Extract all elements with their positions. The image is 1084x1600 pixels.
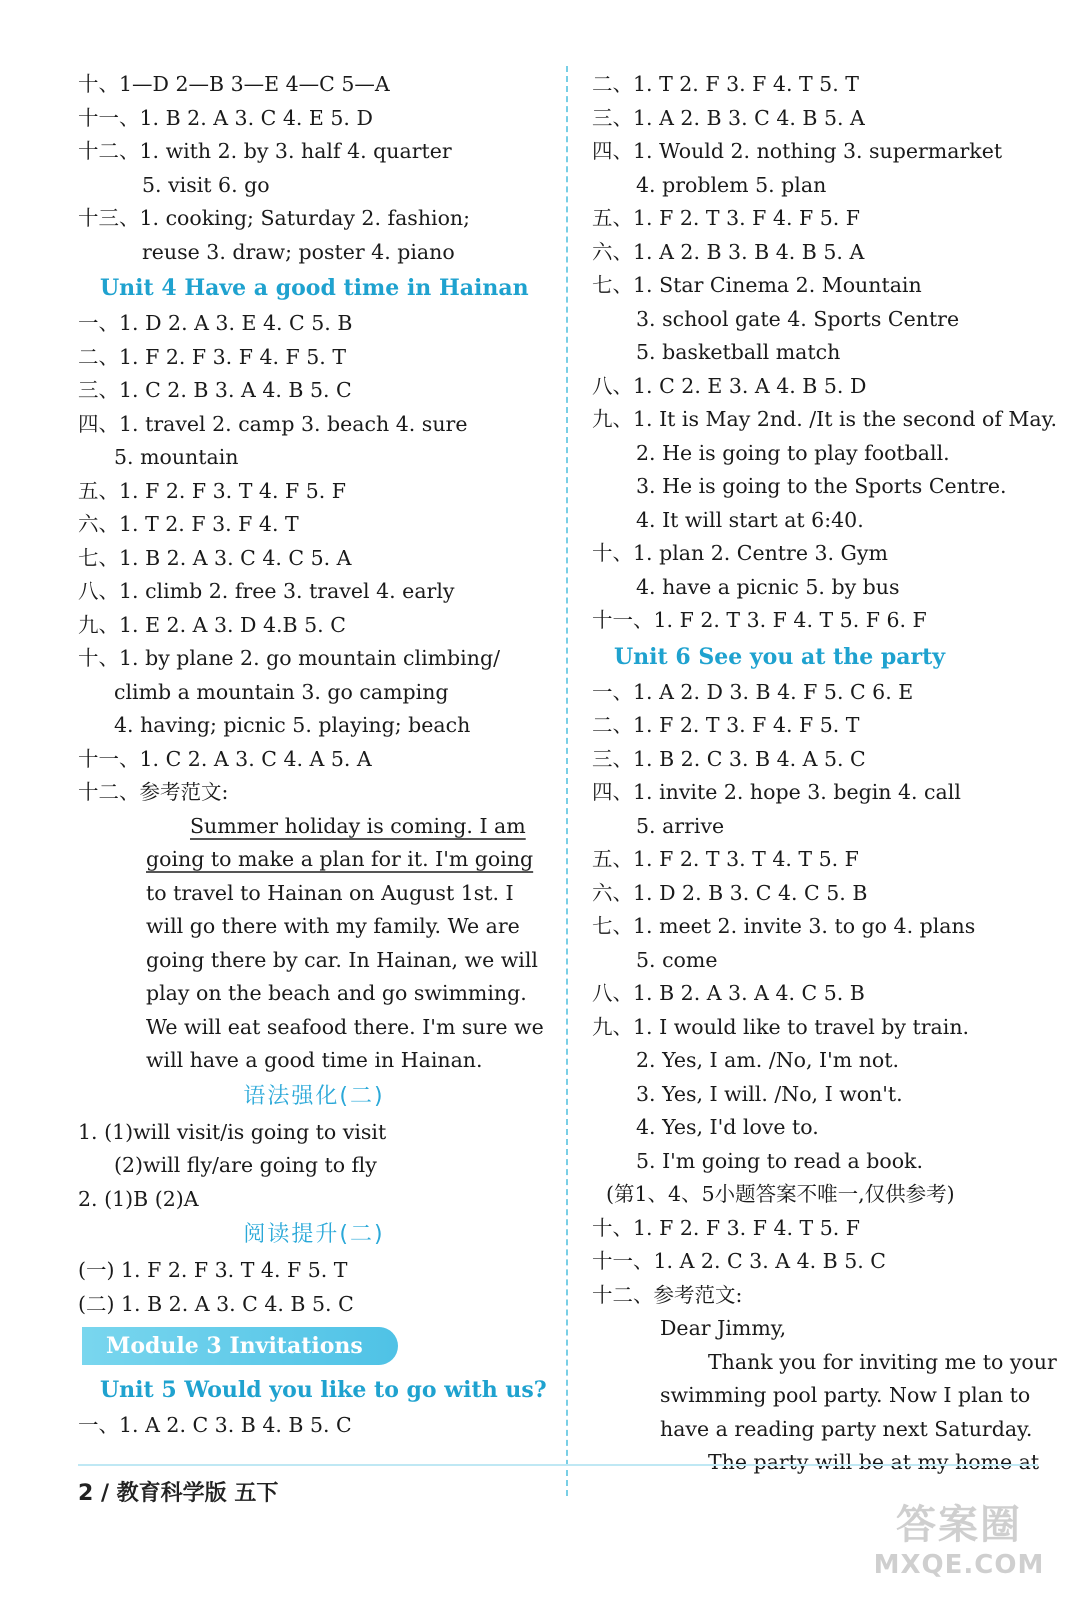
answer-line: 3. Yes, I will. /No, I won't. <box>636 1081 903 1106</box>
answer-line: to travel to Hainan on August 1st. I <box>146 880 514 905</box>
answer-line: 十二、参考范文: <box>78 780 229 804</box>
page-footer: 2 / 教育科学版 五下 <box>78 1481 279 1506</box>
answer-line: will have a good time in Hainan. <box>146 1048 483 1072</box>
watermark <box>864 1493 1054 1580</box>
answer-line: 三、1. C 2. B 3. A 4. B 5. C <box>78 378 352 402</box>
unit-heading: Unit 5 Would you like to go with us? <box>100 1377 547 1403</box>
answer-line: 二、1. F 2. F 3. F 4. F 5. T <box>78 344 347 369</box>
section-heading: 语法强化(二) <box>243 1083 385 1109</box>
answer-line: 4. having; picnic 5. playing; beach <box>114 713 471 737</box>
watermark-url: MXQE.COM <box>873 1550 1045 1580</box>
answer-line: 八、1. C 2. E 3. A 4. B 5. D <box>592 373 867 398</box>
answer-line: 三、1. A 2. B 3. C 4. B 5. A <box>592 105 865 130</box>
answer-line: 5. I'm going to read a book. <box>636 1148 923 1173</box>
answer-line: 六、1. T 2. F 3. F 4. T <box>78 512 299 536</box>
answer-line: 4. problem 5. plan <box>636 172 827 197</box>
answer-line: 十、1. plan 2. Centre 3. Gym <box>592 541 888 565</box>
answer-line: 四、1. Would 2. nothing 3. supermarket <box>592 139 1003 163</box>
answer-line: 二、1. F 2. T 3. F 4. F 5. T <box>592 713 860 737</box>
answer-line: 七、1. B 2. A 3. C 4. C 5. A <box>78 545 352 570</box>
answer-line: 3. He is going to the Sports Centre. <box>636 474 1007 498</box>
answer-line: 一、1. A 2. D 3. B 4. F 5. C 6. E <box>592 679 914 704</box>
answer-line: going to make a plan for it. I'm going <box>146 847 534 871</box>
answer-line: 八、1. B 2. A 3. A 4. C 5. B <box>592 981 865 1005</box>
answer-line: (一) 1. F 2. F 3. T 4. F 5. T <box>78 1258 348 1282</box>
answer-line: Dear Jimmy, <box>660 1316 787 1340</box>
answer-line: 4. It will start at 6:40. <box>636 507 864 532</box>
answer-line: 十、1. F 2. F 3. F 4. T 5. F <box>592 1215 861 1240</box>
answer-line: 六、1. D 2. B 3. C 4. C 5. B <box>592 880 868 905</box>
answer-line: 九、1. It is May 2nd. /It is the second of May. <box>592 407 1058 431</box>
answer-line: 4. Yes, I'd love to. <box>636 1115 819 1139</box>
answer-line: 十、1—D 2—B 3—E 4—C 5—A <box>78 72 390 96</box>
answer-line: 四、1. invite 2. hope 3. begin 4. call <box>592 780 961 804</box>
answer-line: 5. basketball match <box>636 340 841 364</box>
answer-line: (2)will fly/are going to fly <box>114 1153 377 1177</box>
watermark-logo: 答案圈 <box>896 1502 1022 1548</box>
answer-line: 五、1. F 2. F 3. T 4. F 5. F <box>78 478 347 503</box>
answer-line: 1. (1)will visit/is going to visit <box>78 1119 387 1144</box>
answer-line: 十三、1. cooking; Saturday 2. fashion; <box>78 206 471 230</box>
answer-line: 十二、参考范文: <box>592 1282 743 1307</box>
answer-line: 三、1. B 2. C 3. B 4. A 5. C <box>592 746 866 771</box>
answer-line: going there by car. In Hainan, we will <box>146 947 538 972</box>
answer-line: 4. have a picnic 5. by bus <box>636 574 900 599</box>
answer-line: 5. visit 6. go <box>142 172 270 197</box>
answer-line: We will eat seafood there. I'm sure we <box>146 1014 544 1039</box>
answer-line: 十二、1. with 2. by 3. half 4. quarter <box>78 139 452 163</box>
answer-line: 十一、1. C 2. A 3. C 4. A 5. A <box>78 746 372 771</box>
answer-line: will go there with my family. We are <box>146 914 520 938</box>
answer-line: (第1、4、5小题答案不唯一,仅供参考) <box>606 1182 955 1206</box>
unit-heading: Unit 6 See you at the party <box>614 643 946 670</box>
answer-line: play on the beach and go swimming. <box>146 981 527 1005</box>
section-heading: 阅读提升(二) <box>243 1222 385 1247</box>
answer-line: 5. arrive <box>636 813 725 838</box>
answer-line: 九、1. E 2. A 3. D 4.B 5. C <box>78 612 346 637</box>
answer-line: 二、1. T 2. F 3. F 4. T 5. T <box>592 72 859 96</box>
answer-line: 2. Yes, I am. /No, I'm not. <box>636 1048 900 1072</box>
answer-line: 九、1. I would like to travel by train. <box>592 1014 970 1039</box>
answer-line: 5. come <box>636 947 718 972</box>
answer-line: (二) 1. B 2. A 3. C 4. B 5. C <box>78 1291 354 1316</box>
answer-line: climb a mountain 3. go camping <box>114 679 449 704</box>
answer-line: 2. (1)B (2)A <box>78 1186 199 1211</box>
answer-line: swimming pool party. Now I plan to <box>660 1383 1031 1407</box>
answer-line: 四、1. travel 2. camp 3. beach 4. sure <box>78 411 468 436</box>
answer-line: The party will be at my home at <box>708 1450 1040 1474</box>
answer-line: 十、1. by plane 2. go mountain climbing/ <box>78 646 500 670</box>
footer-rule <box>78 1464 1038 1466</box>
answer-line: 一、1. A 2. C 3. B 4. B 5. C <box>78 1413 352 1437</box>
right-column <box>592 68 1062 1480</box>
answer-line: have a reading party next Saturday. <box>660 1416 1033 1441</box>
answer-line: reuse 3. draw; poster 4. piano <box>142 239 455 264</box>
answer-line: 2. He is going to play football. <box>636 440 950 465</box>
answer-line: 5. mountain <box>114 445 239 469</box>
answer-line: 十一、1. A 2. C 3. A 4. B 5. C <box>592 1249 886 1273</box>
answer-line: Summer holiday is coming. I am <box>190 813 526 838</box>
column-divider <box>566 66 568 1496</box>
left-column <box>78 68 550 1443</box>
answer-line: 七、1. Star Cinema 2. Mountain <box>592 273 922 297</box>
module-banner: Module 3 Invitations <box>82 1327 398 1365</box>
unit-heading: Unit 4 Have a good time in Hainan <box>100 275 529 301</box>
answer-line: 五、1. F 2. T 3. T 4. T 5. F <box>592 847 859 871</box>
answer-line: 八、1. climb 2. free 3. travel 4. early <box>78 579 455 603</box>
answer-line: 十一、1. B 2. A 3. C 4. E 5. D <box>78 105 373 130</box>
answer-line: 一、1. D 2. A 3. E 4. C 5. B <box>78 311 353 335</box>
answer-line: 五、1. F 2. T 3. F 4. F 5. F <box>592 206 861 230</box>
answer-line: 七、1. meet 2. invite 3. to go 4. plans <box>592 914 976 938</box>
answer-line: Thank you for inviting me to your <box>708 1349 1057 1374</box>
answer-line: 六、1. A 2. B 3. B 4. B 5. A <box>592 239 865 264</box>
answer-line: 十一、1. F 2. T 3. F 4. T 5. F 6. F <box>592 608 927 632</box>
answer-line: 3. school gate 4. Sports Centre <box>636 306 960 331</box>
